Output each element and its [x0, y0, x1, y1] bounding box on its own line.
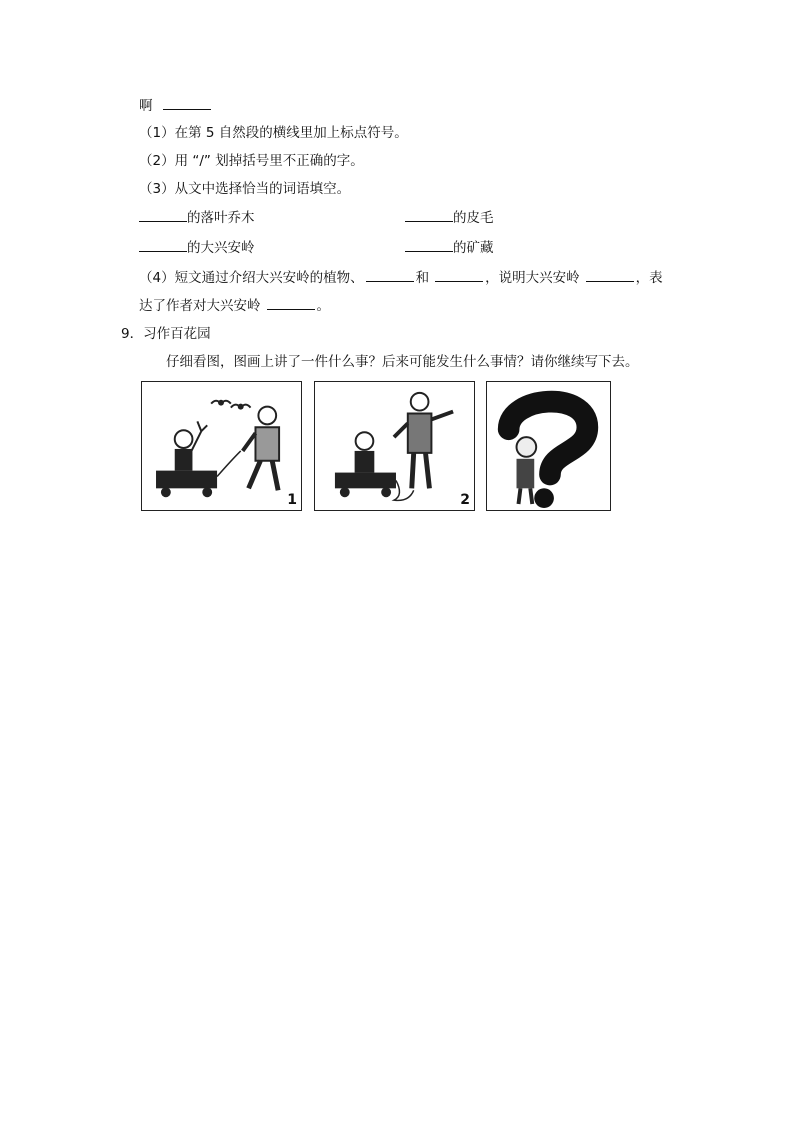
kid-with-branch-and-man-pulling-cart-illustration — [142, 382, 301, 510]
s4-text: 和 — [415, 270, 430, 286]
panel-number: 2 — [460, 492, 470, 508]
panel-number: 1 — [287, 492, 297, 508]
subquestion-2: （2）用 “/” 划掉括号里不正确的字。 — [139, 153, 364, 169]
subquestion-3: （3）从文中选择恰当的词语填空。 — [139, 181, 351, 197]
fill-item — [139, 209, 255, 227]
s4-text: ，表 — [635, 270, 663, 286]
answer-blank[interactable] — [267, 297, 315, 310]
fill-text: 的矿藏 — [453, 240, 494, 256]
subquestion-1: （1）在第 5 自然段的横线里加上标点符号。 — [139, 125, 408, 141]
answer-blank[interactable] — [586, 269, 634, 282]
question-mark-with-child-illustration — [487, 382, 610, 510]
fill-item — [405, 209, 494, 227]
answer-blank[interactable] — [435, 269, 483, 282]
fill-text: 的大兴安岭 — [187, 240, 255, 256]
s4-text: 。 — [316, 298, 330, 314]
s4-text: 达了作者对大兴安岭 — [139, 298, 261, 314]
subquestion-4-cont — [139, 297, 330, 315]
answer-blank[interactable] — [405, 239, 453, 252]
ah-line — [139, 97, 213, 115]
man-pointing-kid-in-cart-illustration — [315, 382, 474, 510]
fill-text: 的皮毛 — [453, 210, 494, 226]
answer-blank[interactable] — [139, 239, 187, 252]
picture-panel-2 — [314, 381, 475, 511]
subquestion-4 — [139, 269, 663, 287]
cart-shape — [335, 473, 396, 489]
picture-panel-1 — [141, 381, 302, 511]
question-9-title: 9．习作百花园 — [121, 326, 211, 342]
s4-text: ，说明大兴安岭 — [485, 270, 580, 286]
fill-text: 的落叶乔木 — [187, 210, 255, 226]
question-9-prompt: 仔细看图，图画上讲了一件什么事？后来可能发生什么事情？请你继续写下去。 — [166, 354, 639, 370]
answer-blank[interactable] — [139, 209, 187, 222]
answer-blank[interactable] — [366, 269, 414, 282]
cart-shape — [156, 471, 217, 489]
fill-item — [139, 239, 255, 257]
answer-blank[interactable] — [405, 209, 453, 222]
fill-item — [405, 239, 494, 257]
picture-panel-3 — [486, 381, 611, 511]
s4-text: （4）短文通过介绍大兴安岭的植物、 — [139, 270, 364, 286]
ah-text: 啊 — [139, 98, 153, 114]
answer-blank[interactable] — [163, 97, 211, 110]
